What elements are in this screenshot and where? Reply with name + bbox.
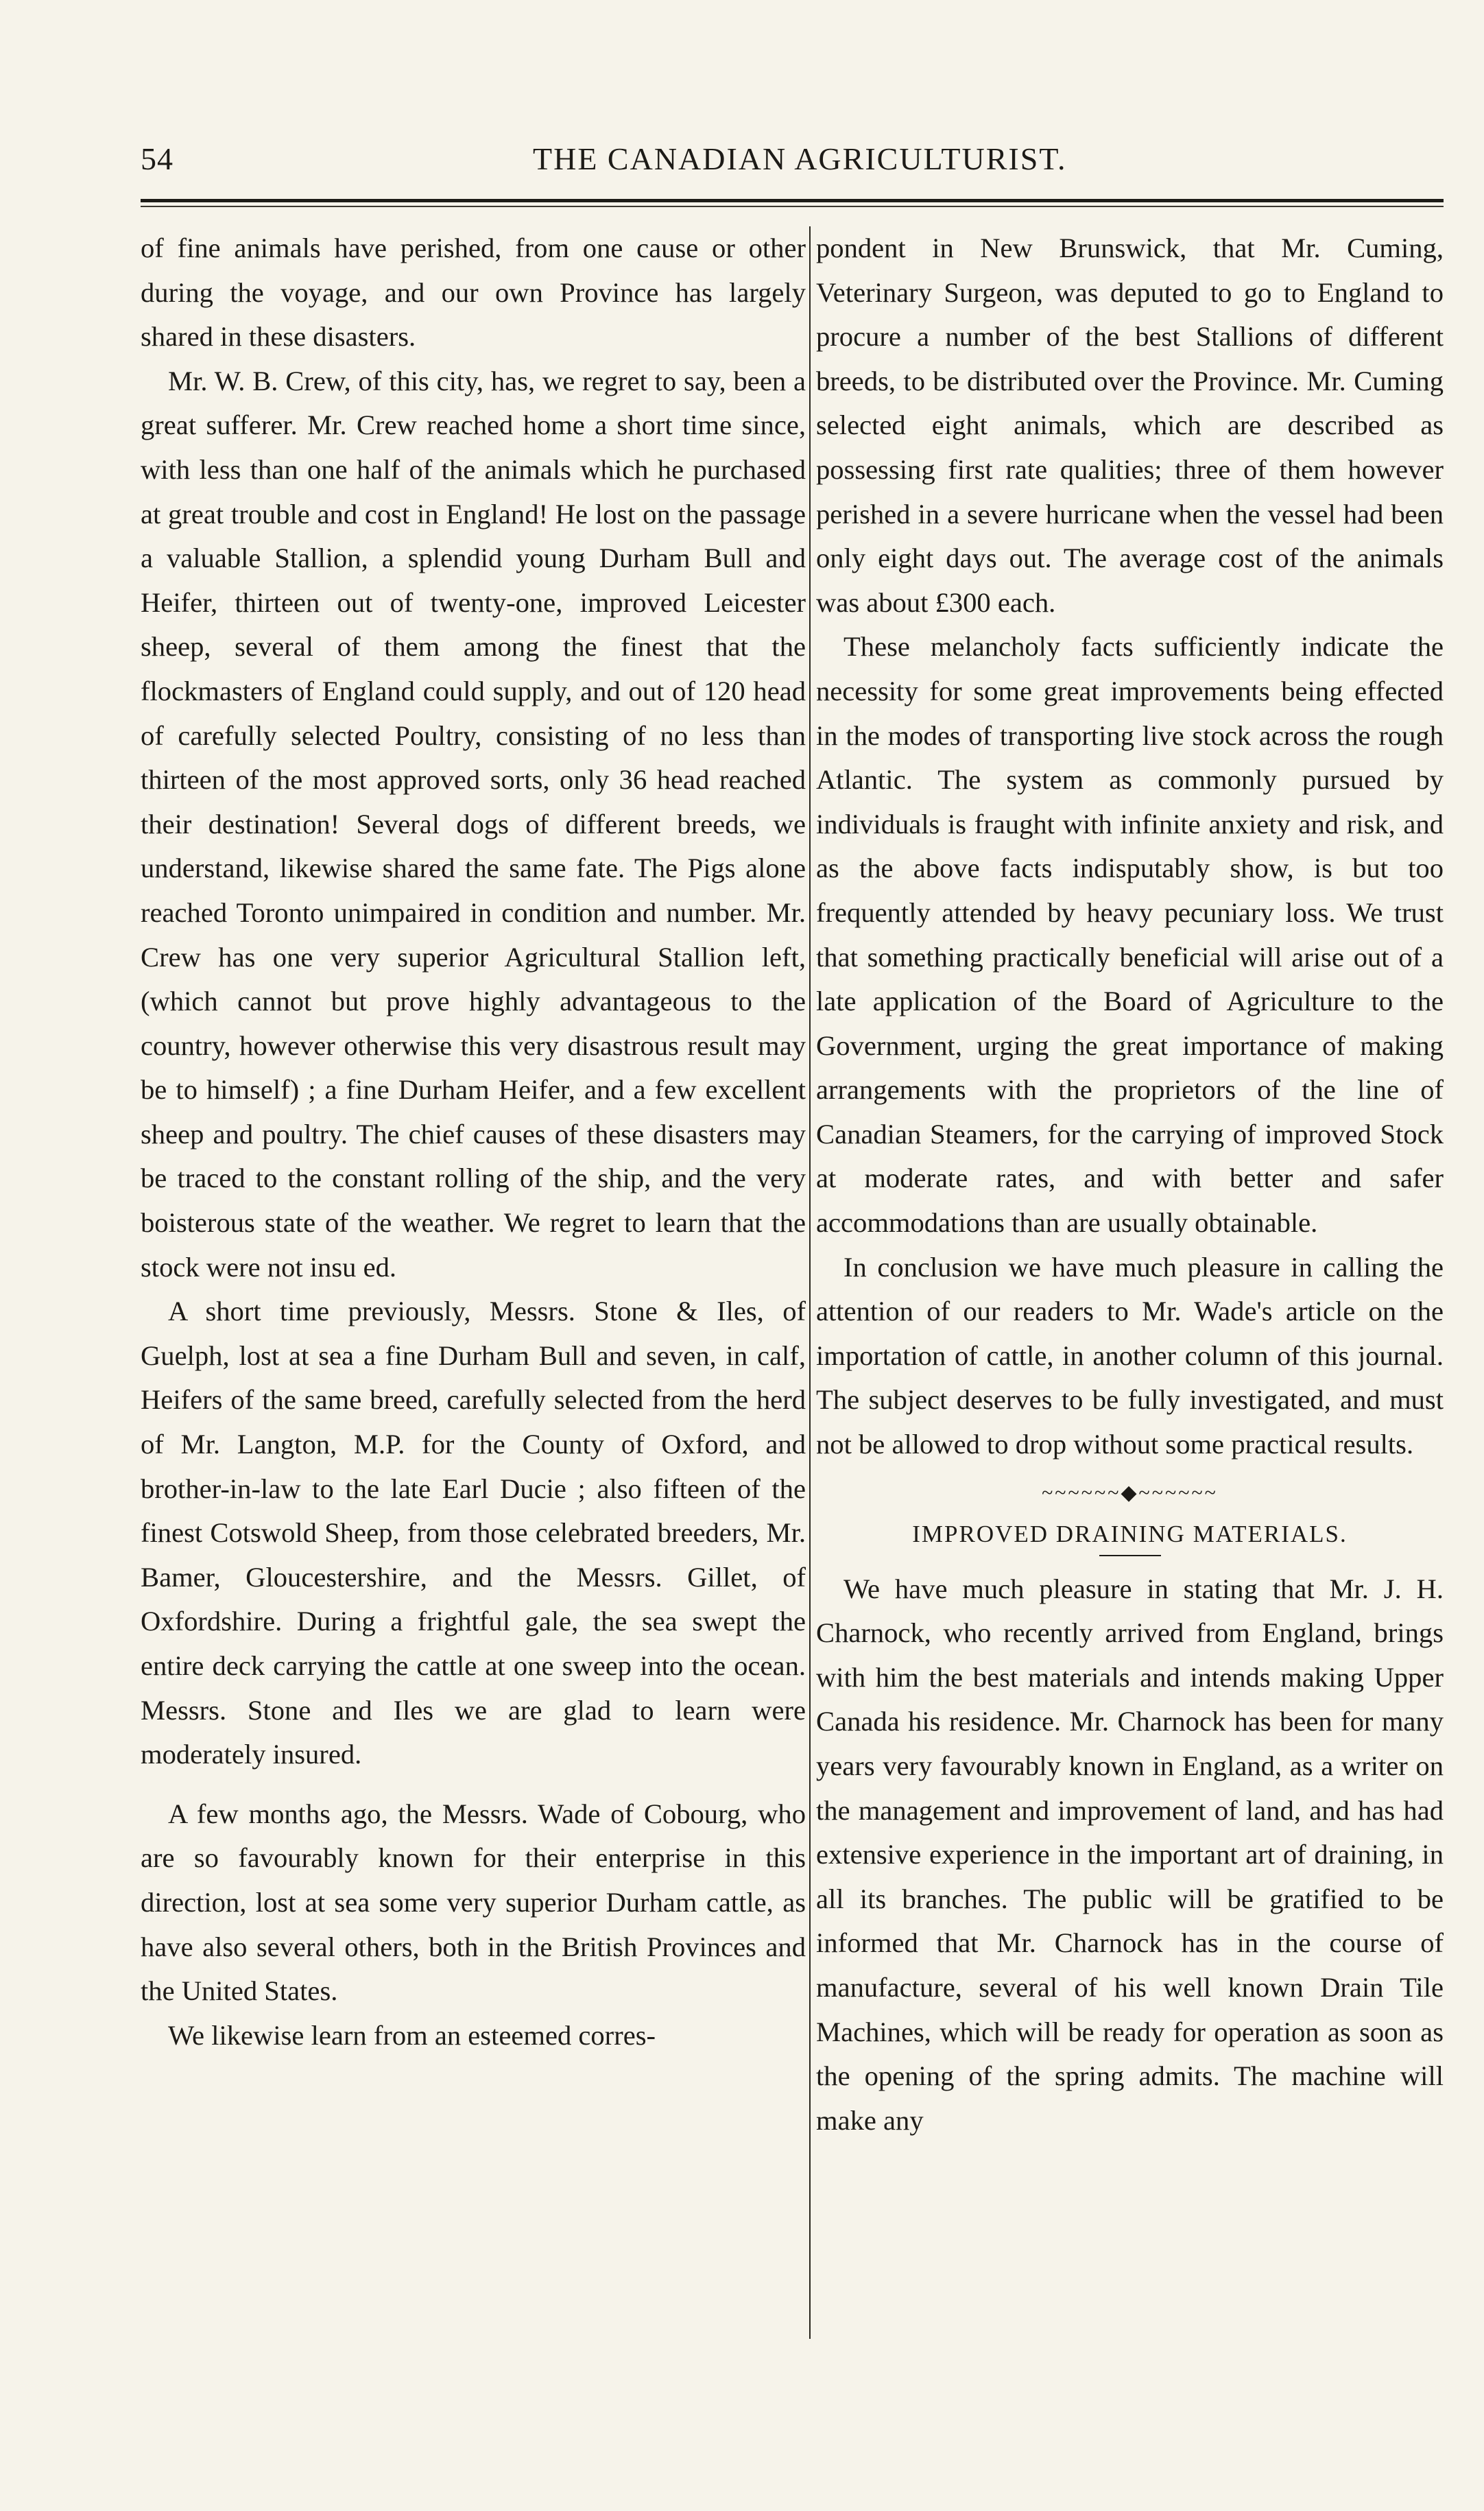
header-rule (141, 199, 1444, 202)
paragraph: A short time previously, Messrs. Stone & Iles, of Guelph, lost at sea a fine Durham Bull and seven, in calf, Heifers of the same breed, carefully selected from the herd of Mr. Langton, M.P. for the County of Oxford, and brother-in-law to the late Earl Ducie ; also fifteen of the finest Cotswold Sheep, from those celebrated breeders, Mr. Bamer, Gloucestershire, and the Messrs. Gillet, of Oxfordshire. During a frightful gale, the sea swept the entire deck carrying the cattle at one sweep into the ocean. Messrs. Stone and Iles we are glad to learn were moderately insured. (141, 1296, 806, 1770)
paragraph: These melancholy facts sufficiently indicate the necessity for some great improvements being effected in the modes of transporting live stock across the rough Atlantic. The system as commonly pursued by individuals is fraught with infinite anxiety and risk, and as the above facts indisputably show, is but too frequently attended by heavy pecuniary loss. We trust that something practically beneficial will arise out of a late application of the Board of Agriculture to the Government, urging the great importance of making arrangements with the proprietors of the line of Canadian Steamers, for the carrying of improved Stock at moderate rates, and with better and safer accommodations than are usually obtainable. (816, 631, 1444, 1239)
paragraph: of fine animals have perished, from one cause or other during the voyage, and our own Province has largely shared in these disasters. (141, 233, 806, 353)
paragraph: pondent in New Brunswick, that Mr. Cuming, Veterinary Surgeon, was deputed to go to England to procure a number of the best Stallions of different breeds, to be distributed over the Province. Mr. Cuming selected eight animals, which are described as possessing first rate qualities; three of them however perished in a severe hurricane when the vessel had been only eight days out. The average cost of the animals was about £300 each. (816, 233, 1444, 618)
left-column (141, 226, 806, 2058)
header-rule-thin (141, 206, 1444, 207)
heading-rule (1099, 1555, 1161, 1556)
paragraph: Mr. W. B. Crew, of this city, has, we regret to say, been a great sufferer. Mr. Crew reached home a short time since, with less than one half of the animals which he purchased at great trouble and cost in England! He lost on the passage a valuable Stallion, a splendid young Durham Bull and Heifer, thirteen out of twenty-one, improved Leicester sheep, several of them among the finest that the flockmasters of England could supply, and out of 120 head of carefully selected Poultry, consisting of no less than thirteen of the most approved sorts, only 36 head reached their destination! Several dogs of different breeds, we understand, likewise shared the same fate. The Pigs alone reached Toronto unimpaired in condition and number. Mr. Crew has one very superior Agricultural Stallion left, (which cannot but prove highly advantageous to the country, however otherwise this very disastrous result may be to himself) ; a fine Durham Heifer, and a few excellent sheep and poultry. The chief causes of these disasters may be traced to the constant rolling of the ship, and the very boisterous state of the weather. We regret to learn that the stock were not insu ed. (141, 365, 806, 1283)
section-heading: IMPROVED DRAINING MATERIALS. (912, 1520, 1348, 1547)
column-divider (809, 226, 811, 2339)
paragraph: A few months ago, the Messrs. Wade of Cobourg, who are so favourably known for their enterprise in this direction, lost at sea some very superior Durham cattle, as have also several others, both in the British Provinces and the United States. (141, 1798, 806, 2007)
paragraph: In conclusion we have much pleasure in calling the attention of our readers to Mr. Wade's article on the importation of cattle, in another column of this journal. The subject deserves to be fully investigated, and must not be allowed to drop without some practical results. (816, 1251, 1444, 1460)
right-column (816, 226, 1444, 2143)
running-title: THE CANADIAN AGRICULTURIST. (533, 141, 1067, 176)
paragraph: We have much pleasure in stating that Mr. J. H. Charnock, who recently arrived from England, brings with him the best materials and intends making Upper Canada his residence. Mr. Charnock has been for many years very favourably known in England, as a writer on the management and improvement of land, and has had extensive experience in the important art of draining, in all its branches. The public will be gratified to be informed that Mr. Charnock has in the course of manufacture, several of his well known Drain Tile Machines, which will be ready for operation as soon as the opening of the spring admits. The machine will make any (816, 1573, 1444, 2136)
page-header (141, 141, 1444, 189)
section-ornament: ~~~~~~◆~~~~~~ (1042, 1481, 1218, 1504)
page-number: 54 (141, 141, 173, 176)
paragraph: We likewise learn from an esteemed corres- (168, 2019, 656, 2051)
